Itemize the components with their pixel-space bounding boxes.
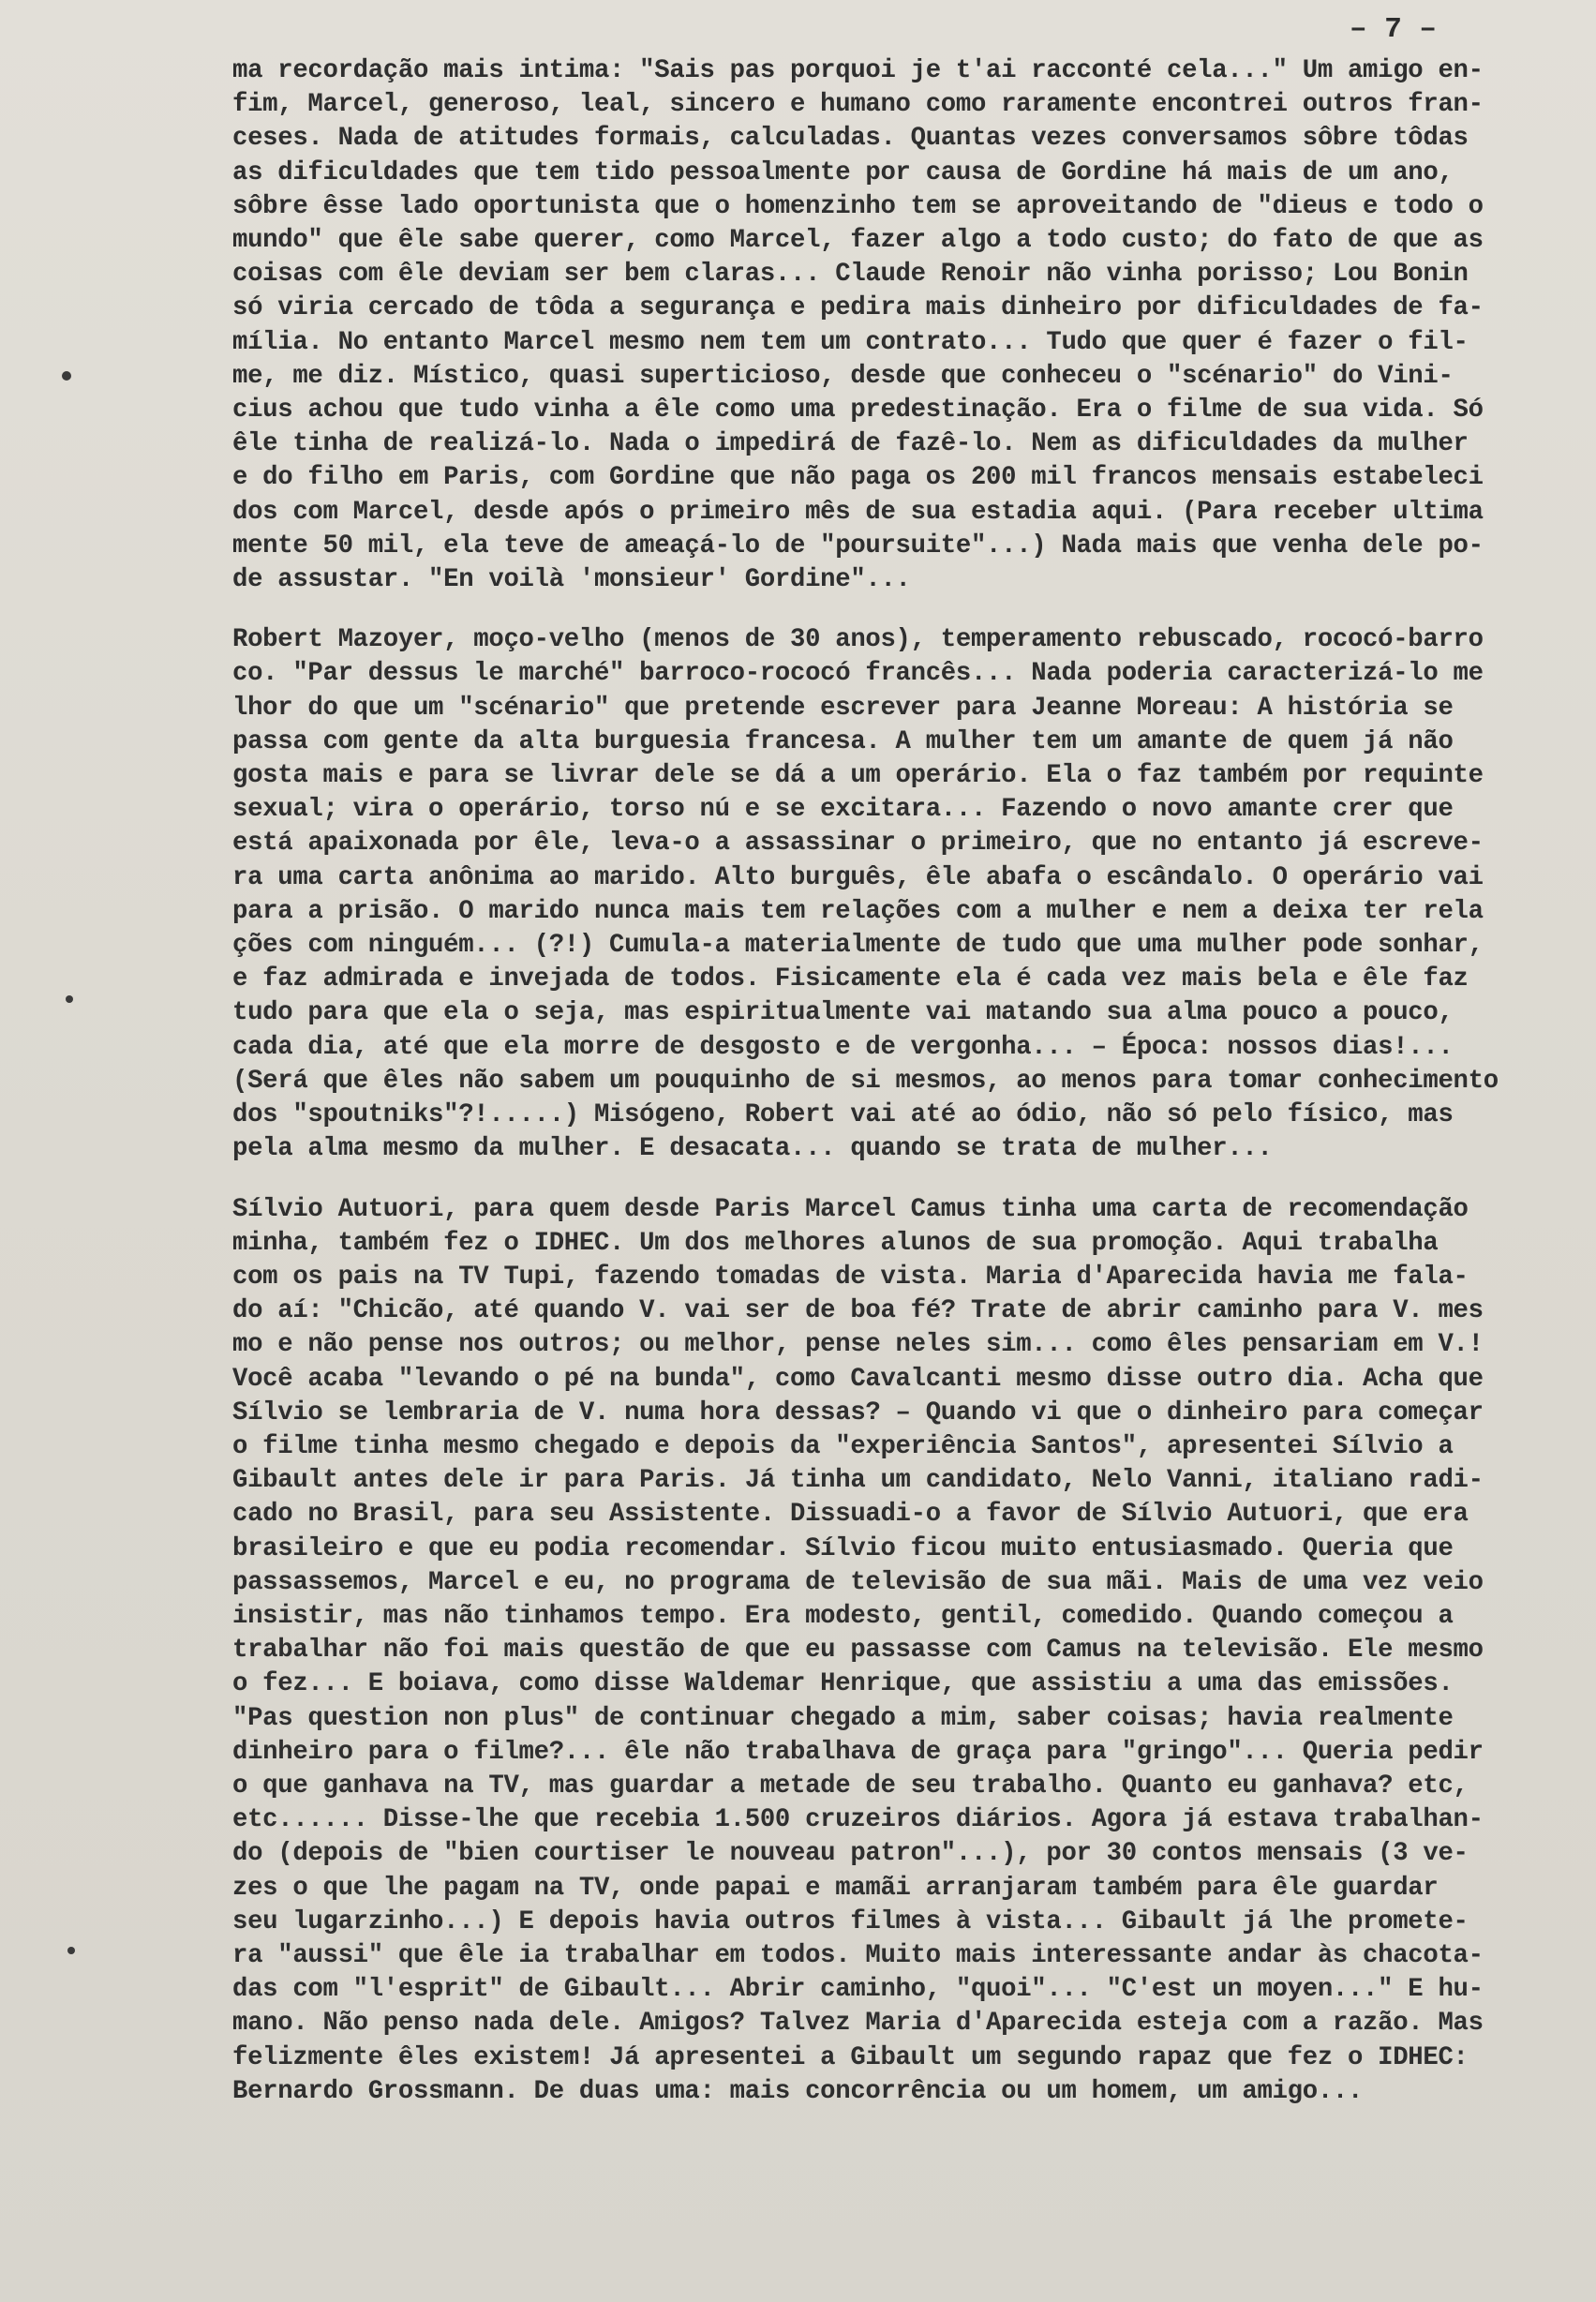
text-line: dos com Marcel, desde após o primeiro mês de sua estadia aqui. (Para receber ultima bbox=[232, 497, 1484, 527]
text-line: co. "Par dessus le marché" barroco-rococó francês... Nada poderia caracterizá-lo me bbox=[232, 659, 1484, 689]
text-line: dos "spoutniks"?!.....) Misógeno, Robert vai até ao ódio, não só pelo físico, mas bbox=[232, 1100, 1454, 1130]
text-line: das com "l'esprit" de Gibault... Abrir caminho, "quoi"... "C'est un moyen..." E hu- bbox=[232, 1975, 1484, 2005]
text-line: gosta mais e para se livrar dele se dá a um operário. Ela o faz também por requinte bbox=[232, 761, 1484, 791]
paragraph bbox=[232, 1193, 1574, 2109]
text-line: (Será que êles não sabem um pouquinho de si mesmos, ao menos para tomar conhecimento bbox=[232, 1066, 1499, 1096]
text-line: felizmente êles existem! Já apresentei a Gibault um segundo rapaz que fez o IDHEC: bbox=[232, 2042, 1469, 2072]
text-line: sôbre êsse lado oportunista que o homenzinho tem se aproveitando de "dieus e todo o bbox=[232, 191, 1484, 221]
text-line: mília. No entanto Marcel mesmo nem tem um contrato... Tudo que quer é fazer o fil- bbox=[232, 327, 1469, 357]
text-line: cado no Brasil, para seu Assistente. Dissuadi-o a favor de Sílvio Autuori, que era bbox=[232, 1500, 1469, 1530]
text-line: mente 50 mil, ela teve de ameaçá-lo de "poursuite"...) Nada mais que venha dele po- bbox=[232, 531, 1484, 561]
text-line: o fez... E boiava, como disse Waldemar Henrique, que assistiu a uma das emissões. bbox=[232, 1669, 1454, 1699]
text-line: coisas com êle deviam ser bem claras... Claude Renoir não vinha porisso; Lou Bonin bbox=[232, 260, 1469, 290]
text-line: mo e não pense nos outros; ou melhor, pense neles sim... como êles pensariam em V.! bbox=[232, 1330, 1484, 1360]
text-line: do aí: "Chicão, até quando V. vai ser de boa fé? Trate de abrir caminho para V. mes bbox=[232, 1296, 1484, 1326]
text-line: pela alma mesmo da mulher. E desacata... quando se trata de mulher... bbox=[232, 1134, 1273, 1164]
text-line: para a prisão. O marido nunca mais tem relações com a mulher e nem a deixa ter rela bbox=[232, 896, 1484, 926]
paragraph bbox=[232, 623, 1574, 1166]
text-line: e faz admirada e invejada de todos. Fisicamente ela é cada vez mais bela e êle faz bbox=[232, 964, 1469, 994]
text-line: brasileiro e que eu podia recomendar. Sílvio ficou muito entusiasmado. Queria que bbox=[232, 1533, 1454, 1563]
text-line: tudo para que ela o seja, mas espiritualmente vai matando sua alma pouco a pouco, bbox=[232, 998, 1454, 1028]
text-line: cius achou que tudo vinha a êle como uma predestinação. Era o filme de sua vida. Só bbox=[232, 396, 1484, 426]
text-line: Você acaba "levando o pé na bunda", como Cavalcanti mesmo disse outro dia. Acha que bbox=[232, 1364, 1484, 1394]
text-line: zes o que lhe pagam na TV, onde papai e mamãi arranjaram também para êle guardar bbox=[232, 1873, 1439, 1903]
text-line: "Pas question non plus" de continuar chegado a mim, saber coisas; havia realmente bbox=[232, 1703, 1454, 1733]
text-line: Gibault antes dele ir para Paris. Já tinha um candidato, Nelo Vanni, italiano radi- bbox=[232, 1466, 1484, 1496]
text-line: Robert Mazoyer, moço-velho (menos de 30 anos), temperamento rebuscado, rococó-barro bbox=[232, 625, 1484, 655]
text-line: minha, também fez o IDHEC. Um dos melhores alunos de sua promoção. Aqui trabalha bbox=[232, 1228, 1439, 1258]
text-line: mano. Não penso nada dele. Amigos? Talvez Maria d'Aparecida esteja com a razão. Mas bbox=[232, 2009, 1484, 2039]
text-line: e do filho em Paris, com Gordine que não paga os 200 mil francos mensais estabeleci bbox=[232, 463, 1484, 493]
text-line: ra "aussi" que êle ia trabalhar em todos. Muito mais interessante andar às chacota- bbox=[232, 1940, 1484, 1970]
text-line: mundo" que êle sabe querer, como Marcel, fazer algo a todo custo; do fato de que as bbox=[232, 226, 1484, 256]
text-line: ções com ninguém... (?!) Cumula-a materialmente de tudo que uma mulher pode sonhar, bbox=[232, 931, 1484, 961]
text-line: o que ganhava na TV, mas guardar a metade de seu trabalho. Quanto eu ganhava? etc, bbox=[232, 1771, 1469, 1801]
text-line: Bernardo Grossmann. De duas uma: mais concorrência ou um homem, um amigo... bbox=[232, 2076, 1364, 2106]
text-line: Sílvio Autuori, para quem desde Paris Marcel Camus tinha uma carta de recomendação bbox=[232, 1194, 1469, 1224]
document-body bbox=[232, 54, 1574, 2109]
text-line: êle tinha de realizá-lo. Nada o impedirá de fazê-lo. Nem as dificuldades da mulher bbox=[232, 429, 1469, 459]
text-line: só viria cercado de tôda a segurança e pedira mais dinheiro por dificuldades de fa- bbox=[232, 293, 1484, 323]
text-line: as dificuldades que tem tido pessoalmente por causa de Gordine há mais de um ano, bbox=[232, 157, 1454, 187]
text-line: lhor do que um "scénario" que pretende escrever para Jeanne Moreau: A história se bbox=[232, 693, 1454, 723]
text-line: de assustar. "En voilà 'monsieur' Gordine"... bbox=[232, 565, 911, 595]
text-line: está apaixonada por êle, leva-o a assassinar o primeiro, que no entanto já escreve- bbox=[232, 829, 1484, 859]
text-line: ra uma carta anônima ao marido. Alto burguês, êle abafa o escândalo. O operário vai bbox=[232, 862, 1484, 892]
text-line: ceses. Nada de atitudes formais, calculadas. Quantas vezes conversamos sôbre tôdas bbox=[232, 124, 1469, 154]
text-line: o filme tinha mesmo chegado e depois da "experiência Santos", apresentei Sílvio a bbox=[232, 1431, 1454, 1461]
text-line: trabalhar não foi mais questão de que eu passasse com Camus na televisão. Ele mesmo bbox=[232, 1636, 1484, 1666]
text-line: cada dia, até que ela morre de desgosto e de vergonha... – Época: nossos dias!... bbox=[232, 1032, 1454, 1062]
paragraph bbox=[232, 54, 1574, 597]
text-line: do (depois de "bien courtiser le nouveau patron"...), por 30 contos mensais (3 ve- bbox=[232, 1839, 1469, 1869]
punch-hole-mark bbox=[66, 995, 73, 1003]
text-line: etc...... Disse-lhe que recebia 1.500 cruzeiros diários. Agora já estava trabalhan- bbox=[232, 1805, 1484, 1835]
text-line: Sílvio se lembraria de V. numa hora dessas? – Quando vi que o dinheiro para começar bbox=[232, 1398, 1484, 1428]
text-line: fim, Marcel, generoso, leal, sincero e humano como raramente encontrei outros fran- bbox=[232, 90, 1484, 120]
text-line: com os pais na TV Tupi, fazendo tomadas de vista. Maria d'Aparecida havia me fala- bbox=[232, 1262, 1469, 1292]
text-line: me, me diz. Místico, quasi superticioso, desde que conheceu o "scénario" do Vini- bbox=[232, 361, 1454, 391]
text-line: passa com gente da alta burguesia francesa. A mulher tem um amante de quem já não bbox=[232, 726, 1454, 756]
punch-hole-mark bbox=[67, 1947, 75, 1954]
text-line: insistir, mas não tinhamos tempo. Era modesto, gentil, comedido. Quando começou a bbox=[232, 1601, 1454, 1631]
text-line: passassemos, Marcel e eu, no programa de televisão de sua mãi. Mais de uma vez veio bbox=[232, 1567, 1484, 1597]
page-number: – 7 – bbox=[1349, 13, 1437, 46]
text-line: seu lugarzinho...) E depois havia outros filmes à vista... Gibault já lhe promete- bbox=[232, 1906, 1469, 1936]
text-line: ma recordação mais intima: "Sais pas porquoi je t'ai racconté cela..." Um amigo en- bbox=[232, 56, 1484, 85]
text-line: sexual; vira o operário, torso nú e se excitara... Fazendo o novo amante crer que bbox=[232, 795, 1454, 825]
text-line: dinheiro para o filme?... êle não trabalhava de graça para "gringo"... Queria pedir bbox=[232, 1737, 1484, 1767]
punch-hole-mark bbox=[62, 371, 71, 381]
